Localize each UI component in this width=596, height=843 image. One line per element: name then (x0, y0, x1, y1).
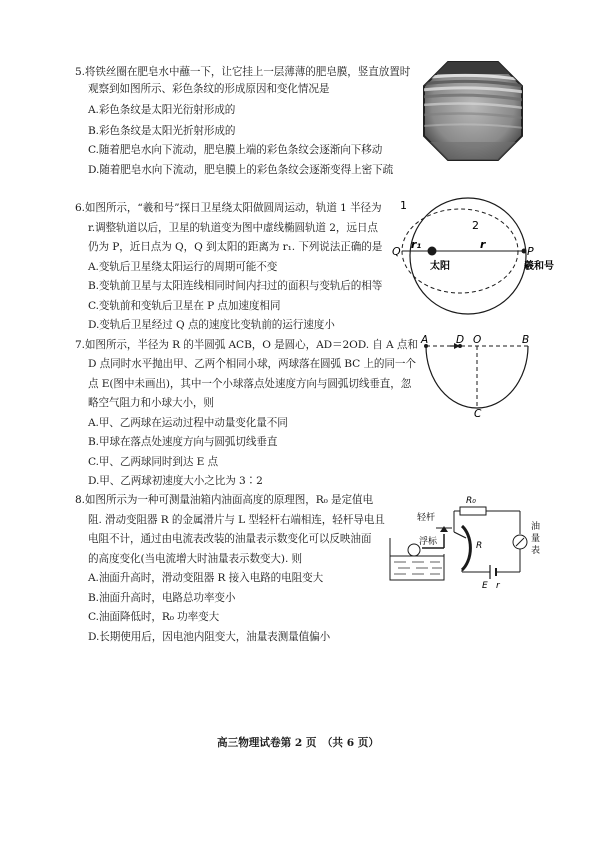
q6-option-d: D.变轨后卫星经过 Q 点的速度比变轨前的运行速度小 (88, 319, 335, 331)
q8-option-b: B.油面升高时，电路总功率变小 (88, 592, 236, 604)
r1-label: r₁ (411, 238, 422, 251)
q7-stem-line-3: 点 E(图中未画出)，其中一个小球落点处速度方向与圆弧切线垂直，忽 (88, 378, 412, 390)
label-r0: R₀ (466, 496, 476, 506)
orbit-1-label: 1 (400, 199, 407, 212)
q8-option-a: A.油面升高时，滑动变阻器 R 接入电路的电阻变大 (88, 572, 324, 584)
label-d: D (456, 334, 465, 346)
q5-stem-line-1: 5.将铁丝圈在肥皂水中蘸一下，让它挂上一层薄薄的肥皂膜，竖直放置时 (75, 66, 411, 78)
q7-stem-line-2: D 点同时水平抛出甲、乙两个相同小球，两球落在圆弧 BC 上的同一个 (88, 358, 416, 370)
q5-option-d: D.随着肥皂水向下流动，肥皂膜上的彩色条纹会逐渐变得上密下疏 (88, 164, 394, 176)
sun-dot (428, 247, 437, 256)
q8-stem-line-3: 电阻不计，通过由电流表改装的油量表示数变化可以反映油面 (88, 533, 372, 545)
resistor-r0 (460, 507, 486, 515)
q8-stem-line-4: 的高度变化(当电流增大时油量表示数变大). 则 (88, 553, 302, 565)
slider-contact (454, 532, 466, 538)
q6-option-a: A.变轨后卫星绕太阳运行的周期可能不变 (88, 261, 278, 273)
sun-label: 太阳 (430, 261, 450, 272)
label-rod: 轻杆 (417, 513, 436, 523)
q5-option-c: C.随着肥皂水向下流动，肥皂膜上端的彩色条纹会逐渐向下移动 (88, 144, 383, 156)
q7-option-a: A.甲、乙两球在运动过程中动量变化量不同 (88, 417, 288, 429)
orbit-2-label: 2 (472, 219, 479, 232)
r-label: r (480, 238, 486, 251)
meter-label-2: 量 (531, 534, 541, 544)
oil-hatching (394, 562, 442, 574)
q8-option-c: C.油面降低时，R₀ 功率变大 (88, 611, 220, 623)
p-label: P (527, 245, 534, 258)
q5-stem-line-2: 观察到如图所示、彩色条纹的形成原因和变化情况是 (88, 83, 330, 95)
rheostat-r (462, 526, 470, 570)
label-float: 浮标 (419, 537, 438, 547)
q-label: Q (392, 245, 401, 258)
q7-option-b: B.甲球在落点处速度方向与圆弧切线垂直 (88, 436, 278, 448)
orbit-1-circle (410, 198, 526, 314)
q6-stem-line-2: r.调整轨道以后，卫星的轨道变为图中虚线椭圆轨道 2，远日点 (88, 222, 378, 234)
label-a: A (421, 334, 429, 346)
oil-gauge-circuit (386, 492, 544, 590)
satellite-label: 羲和号 (524, 261, 554, 272)
pivot-triangle (440, 526, 448, 532)
q5-option-a: A.彩色条纹是太阳光衍射形成的 (88, 104, 236, 116)
meter-label-3: 表 (531, 546, 541, 556)
q7-option-d: D.甲、乙两球初速度大小之比为 3∶2 (88, 475, 263, 487)
q6-stem-line-1: 6.如图所示，“羲和号”探日卫星绕太阳做圆周运动，轨道 1 半径为 (75, 202, 382, 214)
satellite-dot (522, 249, 527, 254)
label-b: B (522, 334, 530, 346)
q7-stem-line-1: 7.如图所示，半径为 R 的半圆弧 ACB，O 是圆心，AD＝2OD. 自 A 点和 (75, 339, 418, 351)
q7-stem-line-4: 略空气阻力和小球大小，则 (88, 397, 214, 409)
orbit-diagram (392, 196, 564, 324)
q5-option-b: B.彩色条纹是太阳光折射形成的 (88, 125, 236, 137)
q7-option-c: C.甲、乙两球同时到达 E 点 (88, 456, 219, 468)
label-o: O (473, 334, 482, 346)
label-c: C (474, 408, 482, 418)
q6-option-c: C.变轨前和变轨后卫星在 P 点加速度相同 (88, 300, 281, 312)
label-internal-r: r (496, 581, 500, 590)
semicircle-diagram (418, 334, 538, 418)
q8-stem-line-1: 8.如图所示为一种可测量油箱内油面高度的原理图，R₀ 是定值电 (75, 494, 374, 506)
page-footer: 高三物理试卷第 2 页 （共 6 页） (217, 737, 379, 749)
label-e: E (482, 581, 488, 590)
q6-option-b: B.变轨前卫星与太阳连线相同时间内扫过的面积与变轨后的相等 (88, 280, 383, 292)
q6-stem-line-3: 仍为 P，近日点为 Q，Q 到太阳的距离为 r₁. 下列说法正确的是 (88, 241, 383, 253)
q8-stem-line-2: 阻. 滑动变阻器 R 的金属滑片与 L 型轻杆右端相连，轻杆导电且 (88, 514, 385, 526)
meter-label-1: 油 (531, 522, 541, 532)
soap-film-photo (422, 60, 524, 162)
label-r: R (476, 541, 483, 551)
q8-option-d: D.长期使用后，因电池内阻变大，油量表测量值偏小 (88, 631, 331, 643)
